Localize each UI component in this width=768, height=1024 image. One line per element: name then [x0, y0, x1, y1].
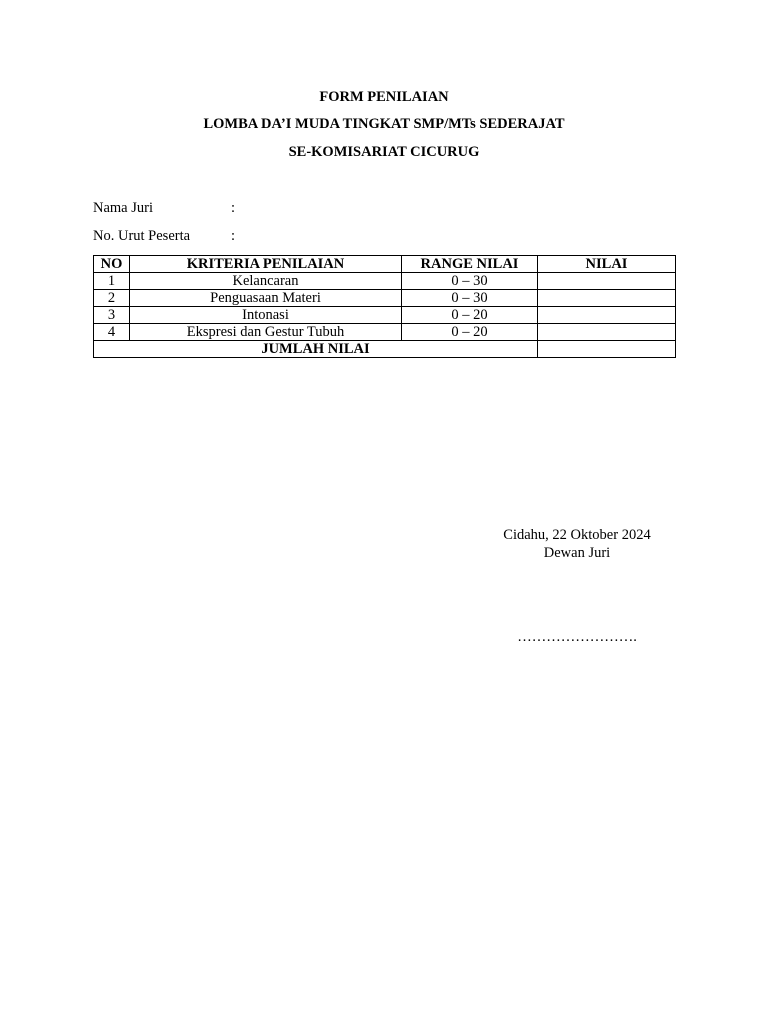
judge-name-label: Nama Juri [93, 200, 153, 216]
signature-role: Dewan Juri [543, 545, 611, 561]
signature-name-line: ……………………. [517, 629, 637, 645]
row-criteria: Ekspresi dan Gestur Tubuh [130, 324, 402, 341]
row-criteria: Intonasi [130, 307, 402, 324]
table-row [94, 307, 676, 324]
row-criteria: Penguasaan Materi [130, 290, 402, 307]
header-no: NO [94, 256, 130, 273]
row-no: 4 [94, 324, 130, 341]
header-criteria: KRITERIA PENILAIAN [130, 256, 402, 273]
total-score-cell[interactable] [538, 341, 676, 358]
participant-number-colon: : [231, 228, 236, 244]
row-range: 0 – 20 [402, 307, 538, 324]
row-range: 0 – 20 [402, 324, 538, 341]
row-score-cell[interactable] [538, 273, 676, 290]
signature-place-date: Cidahu, 22 Oktober 2024 [503, 527, 651, 543]
scoring-table [93, 255, 676, 358]
row-no: 3 [94, 307, 130, 324]
table-row [94, 290, 676, 307]
table-row [94, 273, 676, 290]
row-criteria: Kelancaran [130, 273, 402, 290]
header-score: NILAI [538, 256, 676, 273]
form-title: FORM PENILAIAN [319, 89, 449, 105]
participant-number-label: No. Urut Peserta [93, 228, 191, 244]
total-label: JUMLAH NILAI [94, 341, 538, 358]
row-score-cell[interactable] [538, 290, 676, 307]
participant-number-field [93, 227, 393, 245]
table-row [94, 324, 676, 341]
row-range: 0 – 30 [402, 290, 538, 307]
judge-name-field [93, 199, 393, 217]
row-score-cell[interactable] [538, 324, 676, 341]
row-range: 0 – 30 [402, 273, 538, 290]
commissariat-title: SE-KOMISARIAT CICURUG [288, 144, 480, 160]
row-score-cell[interactable] [538, 307, 676, 324]
competition-title: LOMBA DA’I MUDA TINGKAT SMP/MTs SEDERAJAT [203, 116, 565, 132]
table-header-row [94, 256, 676, 273]
total-row [94, 341, 676, 358]
judge-name-colon: : [231, 200, 236, 216]
header-range: RANGE NILAI [402, 256, 538, 273]
row-no: 2 [94, 290, 130, 307]
row-no: 1 [94, 273, 130, 290]
